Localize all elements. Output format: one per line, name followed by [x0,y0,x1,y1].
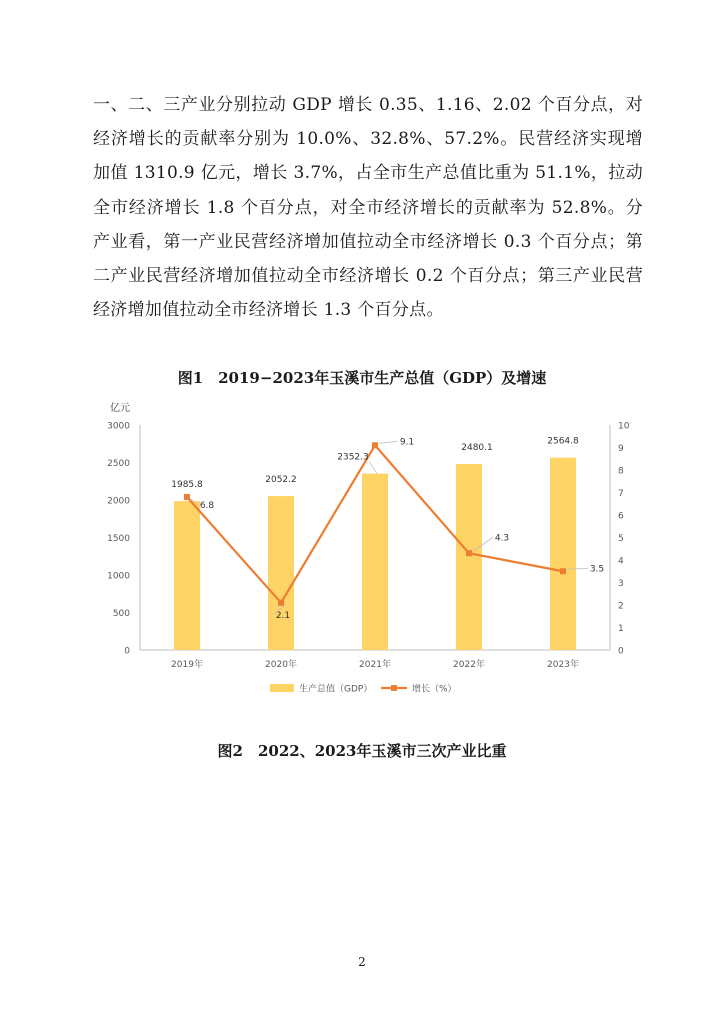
figure1-caption: 图1 2019−2023年玉溪市生产总值（GDP）及增速 [177,369,547,387]
legend-label-gdp: 生产总值（GDP） [299,684,373,695]
label-leader-line [369,462,377,474]
y-right-tick-label: 0 [618,646,624,657]
growth-point [560,568,566,574]
growth-point [184,494,190,500]
gdp-data-label: 2052.2 [265,475,297,486]
y-right-tick-label: 10 [618,421,630,432]
x-tick-label: 2022年 [453,660,485,670]
gdp-bar [362,474,388,650]
gdp-bar [268,496,294,650]
legend-label-growth: 增长（%） [412,684,457,695]
y-left-tick-label: 500 [112,609,130,619]
gdp-bar [456,464,482,650]
y-left-tick-label: 0 [124,646,130,657]
y-left-tick-label: 3000 [107,421,130,432]
y-right-tick-label: 3 [618,579,624,589]
y-left-tick-label: 2000 [107,496,130,507]
y-right-tick-label: 2 [618,601,624,612]
paragraph-text: 一、二、三产业分别拉动 GDP 增长 0.35、1.16、2.02 个百分点，对经济增长的贡献率分别为 10.0%、32.8%、57.2%。民营经济实现增加值 1310.9 亿元，增长 3.7%，占全市生产总值比重为 51.1%，拉动全市经济增长 1.8 个百分点，对全市经济增长的贡献率为 52.8%。分产业看，第一产业民营经济增加值拉动全市经济增长 0.3 个百分点；第二产业民营经济增加值拉动全市经济增长 0.2 个百分点；第三产业民营经济增加值拉动全市经济增长 1.3 个百分点。 [93,95,643,321]
gdp-data-label: 1985.8 [171,480,203,491]
growth-data-label: 9.1 [399,437,415,448]
legend-marker-growth [391,685,397,691]
x-tick-label: 2020年 [265,660,297,670]
page-number: 2 [358,955,366,969]
growth-point [278,600,284,606]
growth-data-label: 6.8 [199,501,215,511]
y-right-tick-label: 4 [618,556,624,567]
y-right-tick-label: 7 [618,489,624,499]
growth-point [372,442,378,448]
y-left-tick-label: 2500 [107,459,130,469]
growth-point [466,550,472,556]
gdp-data-label: 2352.3 [337,452,369,463]
y-left-tick-label: 1500 [107,534,130,544]
gdp-data-label: 2564.8 [547,436,579,447]
growth-data-label: 4.3 [494,533,510,544]
y-right-tick-label: 9 [618,444,624,454]
gdp-data-label: 2480.1 [461,442,493,453]
x-tick-label: 2021年 [359,660,391,670]
growth-data-label: 2.1 [275,610,291,621]
y-right-tick-label: 5 [618,534,624,544]
growth-data-label: 3.5 [589,564,605,575]
legend-swatch-gdp [270,684,294,692]
x-tick-label: 2023年 [547,660,579,670]
figure2-caption: 图2 2022、2023年玉溪市三次产业比重 [217,742,507,760]
y-right-tick-label: 1 [618,624,624,634]
label-leader-line [379,441,398,443]
y-left-axis-title: 亿元 [110,403,130,414]
gdp-bar [550,458,576,650]
gdp-bar [174,501,200,650]
y-right-tick-label: 8 [618,466,624,477]
x-tick-label: 2019年 [171,660,203,670]
y-right-tick-label: 6 [618,511,624,522]
y-left-tick-label: 1000 [107,571,130,582]
